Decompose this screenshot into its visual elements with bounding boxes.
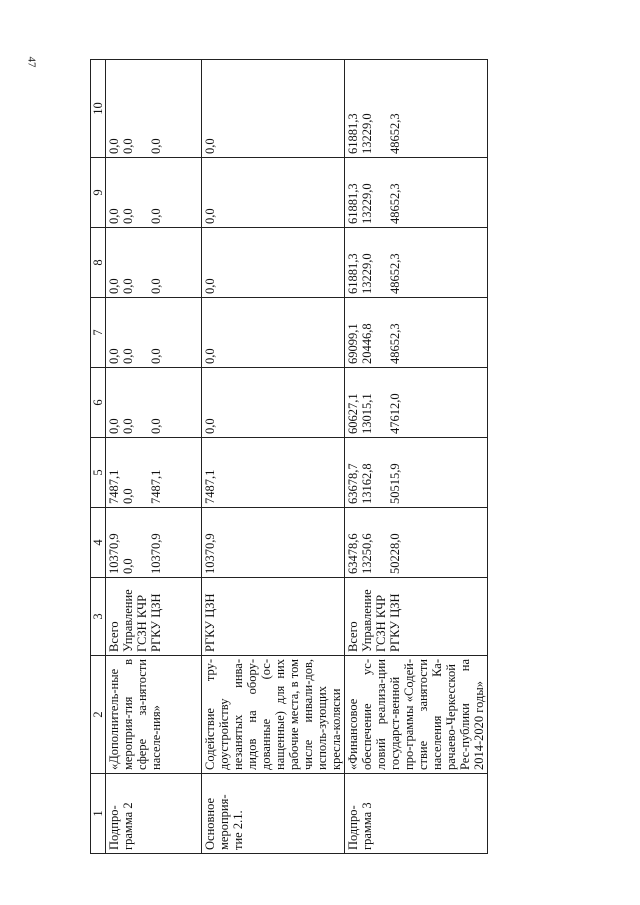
- value-col-4: [106, 508, 202, 578]
- value: 0,0: [203, 278, 217, 294]
- value: 63678,7: [346, 463, 360, 504]
- value: 48652,3: [388, 183, 402, 224]
- header-col-6: 6: [91, 368, 106, 438]
- value: 0,0: [121, 418, 135, 434]
- value-col-10: [345, 60, 488, 158]
- value: 50228,0: [388, 533, 402, 574]
- value-col-6: [106, 368, 202, 438]
- value-col-4: [202, 508, 345, 578]
- executor-line: РГКУ ЦЗН: [203, 593, 217, 652]
- table-row: [202, 60, 345, 854]
- value: 7487,1: [149, 469, 163, 504]
- program-title: Содействие тру-доустройству незанятых инва-лидов на обору-дованные (ос-нащенные) для них рабочие места, в том числе инвали-дов, исполь-зующих кресла-коляски: [202, 656, 345, 774]
- header-col-8: 8: [91, 228, 106, 298]
- header-col-1: 1: [91, 774, 106, 854]
- value: 0,0: [203, 348, 217, 364]
- table-frame: [90, 60, 486, 854]
- header-col-4: 4: [91, 508, 106, 578]
- table-row: [345, 60, 488, 854]
- value: 0,0: [107, 138, 121, 154]
- value: 13250,6: [360, 533, 374, 574]
- value: 48652,3: [388, 323, 402, 364]
- program-code: Основное мероприя-тие 2.1.: [202, 774, 345, 854]
- value: 0,0: [107, 278, 121, 294]
- value: 61881,3: [346, 113, 360, 154]
- header-col-10: 10: [91, 60, 106, 158]
- header-row: [91, 60, 106, 854]
- value: 61881,3: [346, 183, 360, 224]
- value: 0,0: [203, 418, 217, 434]
- value: 69099,1: [346, 323, 360, 364]
- value: 10370,9: [149, 533, 163, 574]
- value-col-4: [345, 508, 488, 578]
- executor-cell: [106, 578, 202, 656]
- table-row: [106, 60, 202, 854]
- value: 63478,6: [346, 533, 360, 574]
- value-col-9: [345, 158, 488, 228]
- executor-cell: [202, 578, 345, 656]
- executor-line: Управление ГСЗН КЧР: [360, 589, 388, 652]
- value-col-7: [345, 298, 488, 368]
- program-code: Подпро-грамма 2: [106, 774, 202, 854]
- value: 50515,9: [388, 463, 402, 504]
- value: 7487,1: [203, 469, 217, 504]
- value: 0,0: [121, 558, 135, 574]
- value: 47612,0: [388, 393, 402, 434]
- executor-line: Всего: [346, 621, 360, 652]
- value-col-8: [202, 228, 345, 298]
- value: 48652,3: [388, 253, 402, 294]
- value: 13015,1: [360, 393, 374, 434]
- value-col-6: [202, 368, 345, 438]
- value: 61881,3: [346, 253, 360, 294]
- value-col-10: [202, 60, 345, 158]
- program-title: «Финансовое обеспечение ус-ловий реализа-ции государст-венной про-граммы «Содей-ствие занятости населения Ка-рачаево-Черкесской Рес-публики на 2014-2020 годы»: [345, 656, 488, 774]
- program-title: «Дополнитель-ные мероприя-тия в сфере за-нятости населе-ния»: [106, 656, 202, 774]
- executor-line: Управление ГСЗН КЧР: [121, 589, 149, 652]
- header-col-7: 7: [91, 298, 106, 368]
- value: 0,0: [149, 278, 163, 294]
- header-col-2: 2: [91, 656, 106, 774]
- value: 20446,8: [360, 323, 374, 364]
- value: 13229,0: [360, 113, 374, 154]
- value: 0,0: [107, 418, 121, 434]
- value: 13162,8: [360, 463, 374, 504]
- value-col-5: [202, 438, 345, 508]
- value-col-10: [106, 60, 202, 158]
- header-col-5: 5: [91, 438, 106, 508]
- value: 0,0: [149, 418, 163, 434]
- executor-cell: [345, 578, 488, 656]
- value: 13229,0: [360, 183, 374, 224]
- value: 0,0: [203, 138, 217, 154]
- value-col-7: [106, 298, 202, 368]
- header-col-3: 3: [91, 578, 106, 656]
- budget-table: [90, 59, 488, 854]
- value-col-7: [202, 298, 345, 368]
- value: 0,0: [121, 488, 135, 504]
- value: 0,0: [149, 348, 163, 364]
- value: 13229,0: [360, 253, 374, 294]
- value-col-8: [106, 228, 202, 298]
- value: 10370,9: [203, 533, 217, 574]
- value-col-6: [345, 368, 488, 438]
- value: 0,0: [203, 208, 217, 224]
- value: 0,0: [121, 278, 135, 294]
- value: 0,0: [121, 138, 135, 154]
- table-rotator: [90, 60, 486, 854]
- value-col-5: [106, 438, 202, 508]
- value: 60627,1: [346, 393, 360, 434]
- executor-line: РГКУ ЦЗН: [388, 593, 402, 652]
- program-code: Подпро-грамма 3: [345, 774, 488, 854]
- value-col-9: [202, 158, 345, 228]
- value: 0,0: [107, 348, 121, 364]
- value: 48652,3: [388, 113, 402, 154]
- value: 7487,1: [107, 469, 121, 504]
- executor-line: Всего: [107, 621, 121, 652]
- executor-line: РГКУ ЦЗН: [149, 593, 163, 652]
- value-col-9: [106, 158, 202, 228]
- value: 0,0: [149, 138, 163, 154]
- value-col-8: [345, 228, 488, 298]
- value: 0,0: [107, 208, 121, 224]
- value: 10370,9: [107, 533, 121, 574]
- value: 0,0: [121, 208, 135, 224]
- value-col-5: [345, 438, 488, 508]
- page-number: 47: [25, 56, 38, 68]
- value: 0,0: [121, 348, 135, 364]
- value: 0,0: [149, 208, 163, 224]
- header-col-9: 9: [91, 158, 106, 228]
